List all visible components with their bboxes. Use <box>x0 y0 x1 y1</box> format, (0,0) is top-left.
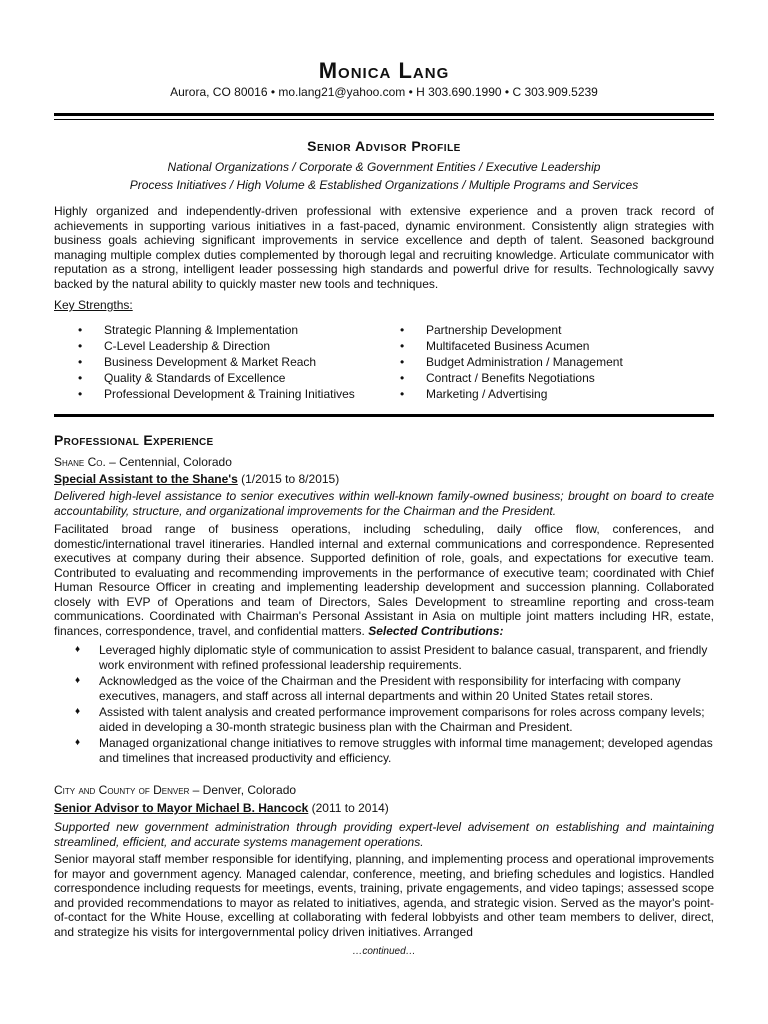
candidate-name: Monica Lang <box>318 58 450 83</box>
tagline-2: Process Initiatives / High Volume & Established Organizations / Multiple Programs and Services <box>129 178 639 192</box>
achievements-list <box>54 643 714 767</box>
list-item: • Strategic Planning & Implementation <box>78 323 299 337</box>
bullet-icon: • <box>78 355 83 369</box>
list-item: • Multifaceted Business Acumen <box>400 339 590 353</box>
job-title: Senior Advisor to Mayor Michael B. Hancock <box>54 801 309 815</box>
strengths-left-list <box>54 322 355 402</box>
list-item: • Contract / Benefits Negotiations <box>400 371 595 385</box>
list-item: • Marketing / Advertising <box>400 387 548 401</box>
list-item: • Partnership Development <box>400 323 562 337</box>
job-summary: Supported new government administration through providing expert-level advisement on establishing and maintaining streamlined, efficient, and accurate systems management operations. <box>54 820 714 849</box>
bullet-icon: • <box>78 339 83 353</box>
section-rule <box>54 414 714 417</box>
header-rule-thin <box>54 119 714 120</box>
job-description: Senior mayoral staff member responsible for identifying, planning, and implementing process and operational improvements for mayor and government agency. Managed calendar, conference, meeting, and briefing schedules and logistics. Handled correspondence including requests for meetings, events, training, private engagements, and video tapings; assessed scope and provided recommendations to mayor as related to initiatives, agenda, and strategic vision. Served as the mayor's point-of-contact for the White House, excelling at collaborating with federal lobbyists and other team members to deliver, direct, and strategize his visits for intergovernmental policy driven initiatives. Arranged <box>54 852 714 939</box>
employer-name: Shane Co. <box>54 455 106 469</box>
experience-title: Professional Experience <box>54 432 214 448</box>
job-title: Special Assistant to the Shane's <box>54 472 238 486</box>
bullet-icon: • <box>78 323 83 337</box>
list-item: ♦ Assisted with talent analysis and created performance improvement comparisons for roles across company levels; aided in developing a 30-month strategic business plan with the Chairman and President. <box>75 705 705 734</box>
list-item: ♦ Acknowledged as the voice of the Chairman and the President with responsibility for interfacing with company executives, managers, and staff across all internal departments and within 20 United States retail stores. <box>75 674 681 703</box>
bullet-icon: • <box>78 371 83 385</box>
employer-location: – Denver, Colorado <box>189 783 297 797</box>
bullet-icon: • <box>78 387 83 401</box>
bullet-icon: • <box>400 387 405 401</box>
bullet-icon: • <box>400 355 405 369</box>
bullet-icon: • <box>400 323 405 337</box>
profile-summary: Highly organized and independently-driven professional with extensive experience and a proven track record of achievements in supporting various initiatives in a fast-paced, dynamic environment. Consistently align strategies with business goals achieving significant improvements in service excellence and depth of talent. Seasoned background managing multiple complex duties complemented by thorough legal and recruiting knowledge. Articulate communicator with reputation as a strong, intelligent leader possessing high standards and powerful drive for results. Technologically savvy backed by the natural ability to quickly master new tools and techniques. <box>54 204 714 291</box>
employer-line <box>54 455 232 469</box>
contributions-label: Selected Contributions: <box>368 623 504 638</box>
employer-name: City and County of Denver <box>54 783 190 797</box>
job-dates: (1/2015 to 8/2015) <box>237 472 340 486</box>
list-item: • Quality & Standards of Excellence <box>78 371 286 385</box>
bullet-icon: • <box>400 339 405 353</box>
continued-marker: …continued… <box>352 946 416 957</box>
contact-line: Aurora, CO 80016 • mo.lang21@yahoo.com • H 303.690.1990 • C 303.909.5239 <box>170 85 598 99</box>
job-dates: (2011 to 2014) <box>308 801 389 815</box>
job-title-line <box>54 801 389 815</box>
list-item: ♦ Leveraged highly diplomatic style of communication to assist President to balance casual, transparent, and friendly work environment with refined professional leadership requirements. <box>75 643 708 672</box>
list-item: • Business Development & Market Reach <box>78 355 317 369</box>
diamond-bullet-icon: ♦ <box>75 737 81 748</box>
job-title-line <box>54 472 339 486</box>
strengths-right-list <box>376 322 623 402</box>
diamond-bullet-icon: ♦ <box>75 644 81 655</box>
job-summary: Delivered high-level assistance to senior executives within well-known family-owned business; brought on board to create accountability, structure, and organizational improvements for the Chairman and the President. <box>54 489 714 518</box>
list-item: • C-Level Leadership & Direction <box>78 339 271 353</box>
tagline-1: National Organizations / Corporate & Government Entities / Executive Leadership <box>167 160 601 174</box>
employer-line <box>54 783 296 797</box>
list-item: • Professional Development & Training Initiatives <box>78 387 355 401</box>
employer-location: – Centennial, Colorado <box>105 455 232 469</box>
diamond-bullet-icon: ♦ <box>75 706 81 717</box>
list-item: • Budget Administration / Management <box>400 355 623 369</box>
profile-title: Senior Advisor Profile <box>307 138 461 154</box>
key-strengths-label: Key Strengths: <box>54 298 133 312</box>
bullet-icon: • <box>400 371 405 385</box>
header-rule-thick <box>54 113 714 116</box>
list-item: ♦ Managed organizational change initiatives to remove struggles with informal time management; developed agendas and timelines that increased productivity and efficiency. <box>75 736 713 765</box>
diamond-bullet-icon: ♦ <box>75 675 81 686</box>
job-description: Facilitated broad range of business operations, including scheduling, daily office flow, conferences, and domestic/international travel itineraries. Handled internal and external communications and correspondence. Represented executives at company during their absence. Supported definition of role, goals, and expectations for executive team. Contributed to evaluating and recommending improvements in the performance of executive team; coordinated with Chief Human Resource Officer in creating and implementing leadership development and succession planning. Collaborated closely with EVP of Operations and team of Directors, Sales Development to streamline reporting and cross-team communications. Coordinated with Chairman's Personal Assistant in Asia on multiple joint matters including HR, estate, finances, correspondence, travel, and confidential matters. Selected Contributions: <box>54 522 714 638</box>
